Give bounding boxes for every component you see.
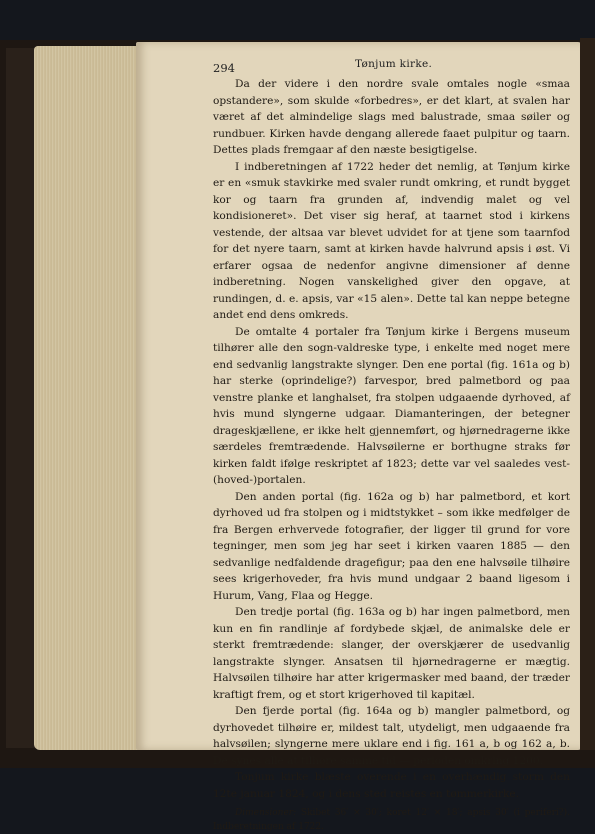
- paragraph: Den anden portal (fig. 162a og b) har palmetbord, et kort dyrhoved ud fra stolpen og i midtstykket – som ikke medfølger de fra Bergen erhvervede fotografier, der ligger til grund for vore tegninger, men som jeg har seet i kirken vaaren 1885 — den sedvanlige nedfaldende dragefigur; paa den ene halvsøile tilhøire sees krigerhoveder, fra hvis mund undgaar 2 baand ligesom i Hurum, Vang, Flaa og Hegge.: [213, 490, 570, 602]
- book-cover-edge: [580, 38, 595, 750]
- dimensions-note: [213, 806, 570, 834]
- page-header: [213, 58, 563, 74]
- dimensions-text: Skibet 36′ × 30′; koret 12′ × 18′; apsis 30′ (i periferi?). Indberetningen af 1722.: [213, 808, 570, 832]
- paragraph: Da der videre i den nordre svale omtales nogle «smaa opstandere», som skulde «forbedres», er det klart, at svalen har været af det almindelige slags med balustrade, smaa søiler og rundbuer. Kirken havde dengang allerede faaet pulpitur og taarn. Dettes plads fremgaar af den næste besigtigelse.: [213, 78, 570, 156]
- paragraph: Den fjerde portal (fig. 164a og b) mangler palmetbord, og dyrhovedet tilhøire er, mildest talt, utydeligt, men udgaaende fra halvsøilen; slyngerne mere uklare end i fig. 161 a, b og 162 a, b. De synes alle at tilhøre samme tid — perioden omkring 1200.: [213, 705, 570, 767]
- page-body: [213, 76, 570, 834]
- paragraph: Den tredje portal (fig. 163a og b) har ingen palmetbord, men kun en fin randlinje af fordybede skjæl, de animalske dele er sterkt fremtrædende: slanger, der overskjærer de usedvanlig langstrakte slynger. Ansatsen til hjørnedragerne er mægtig. Halvsøilen tilhøire har atter krigermasker med baand, der træder kraftigt frem, og et stort krigerhoved til kapitæl.: [213, 606, 570, 701]
- paragraph: De omtalte 4 portaler fra Tønjum kirke i Bergens museum tilhører alle den sogn-valdreske type, i enkelte med noget mere end sedvanlig langstrakte slynger. Den ene portal (fig. 161a og b) har sterke (oprindelige?) farvespor, bred palmetbord og paa venstre planke et langhalset, fra stolpen udgaaende dyrhoved, af hvis mund slyngerne udgaar. Diamanteringen, der betegner drageskjællene, er ikke helt gjennemført, og hjørnedragerne ikke særdeles fremtrædende. Halvsøilerne er borthugne straks før kirken faldt ifølge reskriptet af 1823; dette var vel saaledes vest-(hoved-)portalen.: [213, 325, 570, 486]
- dimensions-label: Dimensioner:: [235, 808, 297, 818]
- paragraph: Tønjum kirke blæste overende i en overhændig storm den 12te januar 1824, og i dens sted reistes en tømmerkirke.: [213, 771, 570, 800]
- paragraph: I indberetningen af 1722 heder det nemlig, at Tønjum kirke er en «smuk stavkirke med svaler rundt omkring, et rundt bygget kor og taarn fra grunden af, indvendig malet og vel kondisioneret». Det viser sig heraf, at taarnet stod i kirkens vestende, der altsaa var blevet udvidet for at tjene som taarnfod for det nyere taarn, samt at kirken havde halvrund apsis i øst. Vi erfarer ogsaa de nedenfor angivne dimensioner af denne indberetning. Nogen vanskelighed giver den opgave, at rundingen, d. e. apsis, var «15 alen». Dette tal kan neppe betegne andet end dens omkreds.: [213, 160, 570, 321]
- left-page-stack: [34, 46, 142, 750]
- running-head: Tønjum kirke.: [355, 58, 433, 70]
- page-number: 294: [213, 61, 235, 75]
